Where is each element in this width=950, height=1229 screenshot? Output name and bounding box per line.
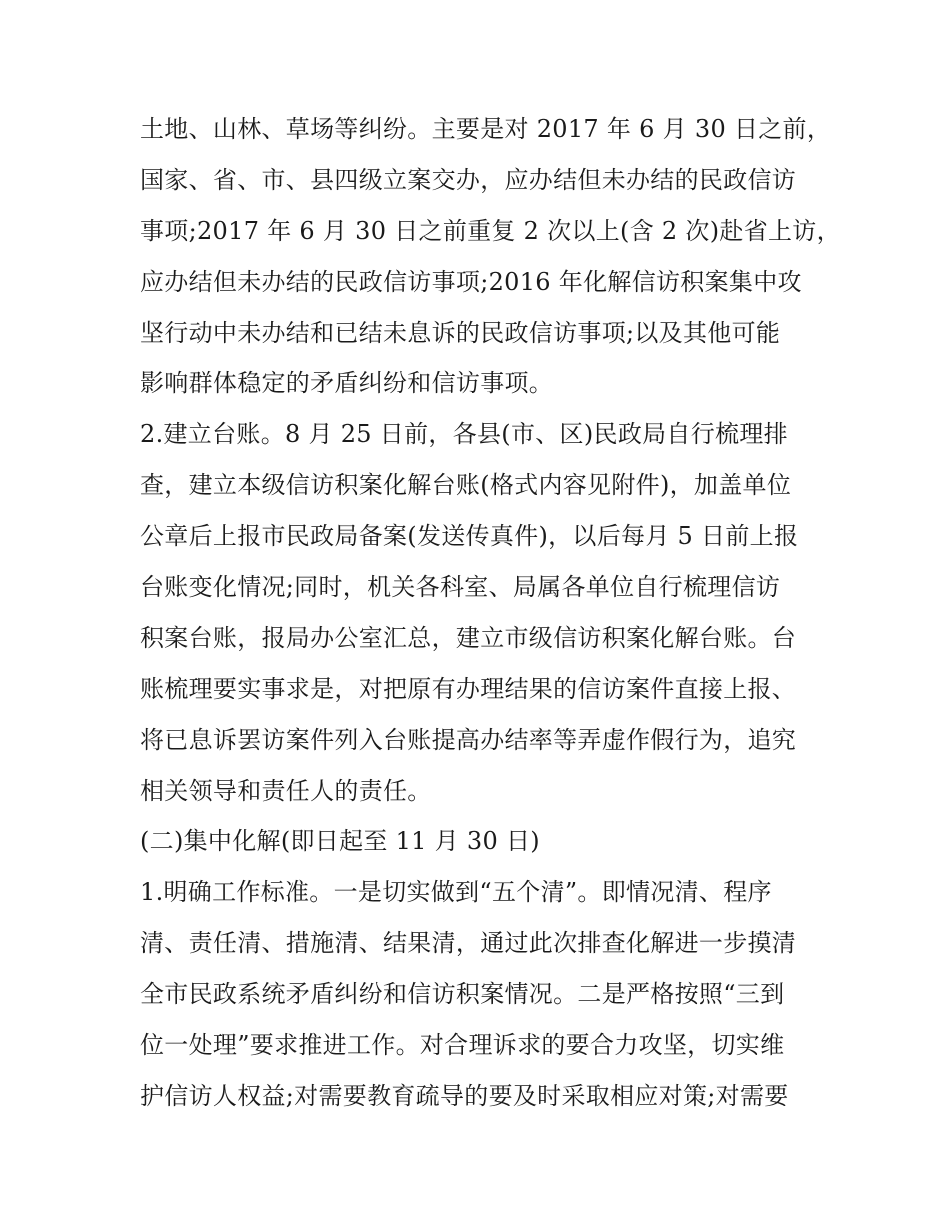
text-line: 影响群体稳定的矛盾纠纷和信访事项。 — [140, 369, 554, 398]
text-line: 2.建立台账。8 月 25 日前，各县(市、区)民政局自行梳理排 — [140, 420, 788, 449]
text-line: 应办结但未办结的民政信访事项;2016 年化解信访积案集中攻 — [140, 267, 802, 296]
text-line: 1.明确工作标准。一是切实做到“五个清”。即情况清、程序 — [140, 878, 772, 907]
text-line: 账梳理要实事求是，对把原有办理结果的信访案件直接上报、 — [140, 674, 797, 703]
text-line: 事项;2017 年 6 月 30 日之前重复 2 次以上(含 2 次)赴省上访， — [140, 216, 841, 245]
text-line: 护信访人权益;对需要教育疏导的要及时采取相应对策;对需要 — [140, 1081, 789, 1110]
text-line: 全市民政系统矛盾纠纷和信访积案情况。二是严格按照“三到 — [140, 980, 785, 1009]
text-line: 将已息诉罢访案件列入台账提高办结率等弄虚作假行为，追究 — [140, 725, 797, 754]
text-line: 国家、省、市、县四级立案交办，应办结但未办结的民政信访 — [140, 165, 797, 194]
text-line: 查，建立本级信访积案化解台账(格式内容见附件)，加盖单位 — [140, 471, 792, 500]
text-line: 坚行动中未办结和已结未息诉的民政信访事项;以及其他可能 — [140, 318, 781, 347]
text-line: 台账变化情况;同时，机关各科室、局属各单位自行梳理信访 — [140, 573, 781, 602]
document-body — [140, 107, 841, 1125]
text-line: 土地、山林、草场等纠纷。主要是对 2017 年 6 月 30 日之前， — [140, 115, 832, 143]
text-line: 公章后上报市民政局备案(发送传真件)，以后每月 5 日前上报 — [140, 522, 799, 551]
text-line: 积案台账，报局办公室汇总，建立市级信访积案化解台账。台 — [140, 623, 797, 652]
text-line: 位一处理”要求推进工作。对合理诉求的要合力攻坚，切实维 — [140, 1031, 785, 1060]
text-line: 清、责任清、措施清、结果清，通过此次排查化解进一步摸清 — [140, 929, 797, 958]
text-line: (二)集中化解(即日起至 11 月 30 日) — [140, 827, 540, 856]
text-line: 相关领导和责任人的责任。 — [140, 776, 432, 805]
